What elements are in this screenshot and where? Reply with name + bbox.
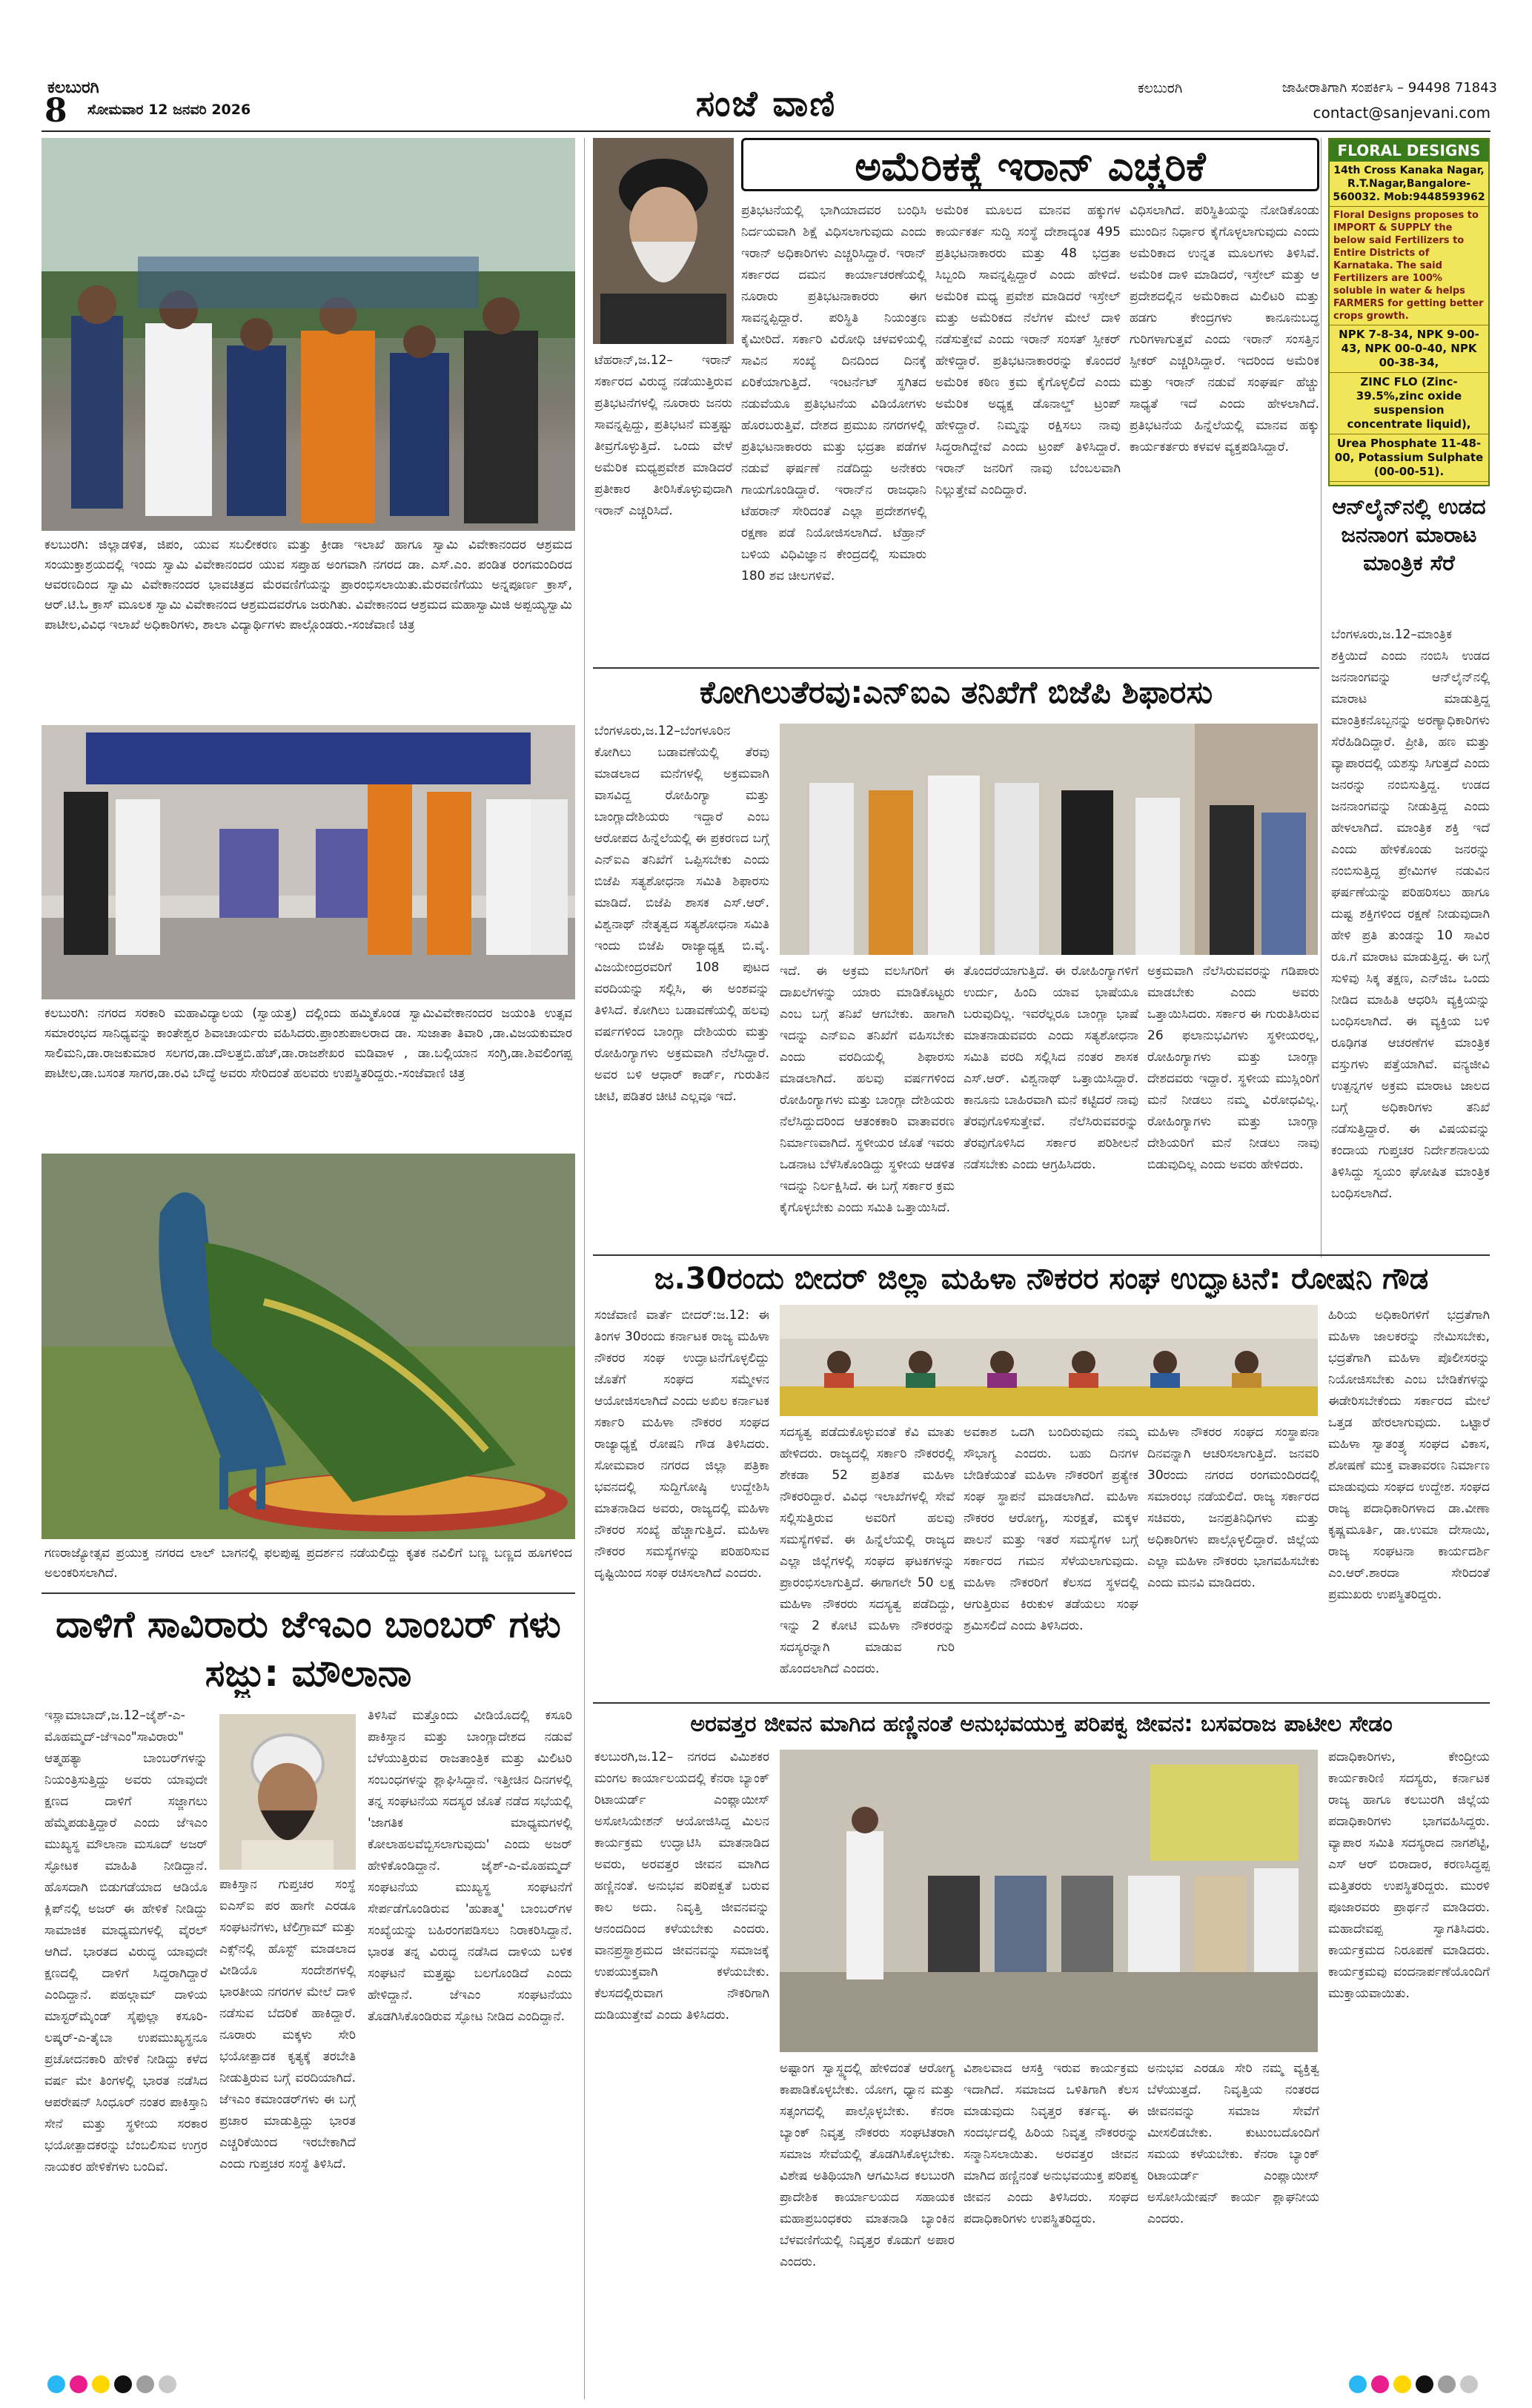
online-body: ಬೆಂಗಳೂರು,ಜ.12–ಮಾಂತ್ರಿಕ ಶಕ್ತಿಯಿದೆ ಎಂದು ನಂಬಿಸಿ ಉಡದ ಜನನಾಂಗವನ್ನು ಆನ್‌ಲೈನ್‌ನಲ್ಲಿ ಮಾರಾಟ ಮಾಡುತ್ತಿದ್ದ ಮಾಂತ್ರಿಕನೊಬ್ಬನನ್ನು ಅರಣ್ಯಾಧಿಕಾರಿಗಳು ಸೆರೆಹಿಡಿದಿದ್ದಾರೆ. ಪ್ರೀತಿ, ಹಣ ಮತ್ತು ವ್ಯಾಪಾರದಲ್ಲಿ ಯಶಸ್ಸು ಸಿಗುತ್ತದೆ ಎಂದು ಜನರನ್ನು ನಂಬಿಸುತ್ತಿದ್ದ. ಉಡದ ಜನನಾಂಗವನ್ನು ನೀಡುತ್ತಿದ್ದ ಎಂದು ಹೇಳಲಾಗಿದೆ. ಮಾಂತ್ರಿಕ ಶಕ್ತಿ ಇದೆ ಎಂದು ಹೇಳಿಕೊಂಡು ಜನರನ್ನು ನಂಬಿಸುತ್ತಿದ್ದ ಪ್ರೇಮಿಗಳ ನಡುವಿನ ಘರ್ಷಣೆಯನ್ನು ಪರಿಹರಿಸಲು ಹಾಗೂ ದುಷ್ಟ ಶಕ್ತಿಗಳಿಂದ ರಕ್ಷಣೆ ನೀಡುವುದಾಗಿ ಹೇಳಿ ಪ್ರತಿ ತುಂಡನ್ನು 10 ಸಾವಿರ ರೂ.ಗೆ ಮಾರಾಟ ಮಾಡುತ್ತಿದ್ದ. ಈ ಬಗ್ಗೆ ಸುಳಿವು ಸಿಕ್ಕ ತಕ್ಷಣ, ಎನ್‌ಜಿಒ ಒಂದು ನೀಡಿದ ಮಾಹಿತಿ ಆಧರಿಸಿ ವ್ಯಕ್ತಿಯನ್ನು ಬಂಧಿಸಲಾಗಿದೆ. ಈ ವ್ಯಕ್ತಿಯ ಬಳಿ ರೂಢಿಗತ ಆಚರಣೆಗಳ ಮಾಂತ್ರಿಕ ವಸ್ತುಗಳು ಪತ್ತೆಯಾಗಿವೆ. ವನ್ಯಜೀವಿ ಉತ್ಪನ್ನಗಳ ಅಕ್ರಮ ಮಾರಾಟ ಜಾಲದ ಬಗ್ಗೆ ಅಧಿಕಾರಿಗಳು ತನಿಖೆ ನಡೆಸುತ್ತಿದ್ದಾರೆ. ಈ ವಿಷಯವನ್ನು ಕಂದಾಯ ಗುಪ್ತಚರ ನಿರ್ದೇಶನಾಲಯ ತಿಳಿಸಿದ್ದು ಸ್ವಯಂ ಘೋಷಿತ ಮಾಂತ್ರಿಕ ಬಂಧಿಸಲಾಗಿದೆ. xyxy=(1331,627,1490,1201)
basavaraj-col4: ಅನುಭವ ಎರಡೂ ಸೇರಿ ನಮ್ಮ ವ್ಯಕ್ತಿತ್ವ ಬೆಳೆಯುತ್ತದೆ. ನಿವೃತ್ತಿಯ ನಂತರದ ಜೀವನವನ್ನು ಸಮಾಜ ಸೇವೆಗೆ ಮೀಸಲಿಡಬೇಕು. ಕುಟುಂಬದೊಂದಿಗೆ ಸಮಯ ಕಳೆಯಬೇಕು. ಕೆನರಾ ಬ್ಯಾಂಕ್ ರಿಟಾಯರ್ಡ್ ಎಂಪ್ಲಾಯೀಸ್ ಅಸೋಸಿಯೇಷನ್ ಕಾರ್ಯ ಶ್ಲಾಘನೀಯ ಎಂದರು. xyxy=(1147,2061,1319,2226)
basavaraj-headline: ಅರವತ್ತರ ಜೀವನ ಮಾಗಿದ ಹಣ್ಣಿನಂತೆ ಅನುಭವಯುಕ್ತ ಪರಿಪಕ್ವ ಜೀವನ: ಬಸವರಾಜ ಪಾಟೀಲ ಸೇಡಂ xyxy=(690,1711,1393,1737)
header-city-right: ಕಲಬುರಗಿ xyxy=(1138,80,1183,96)
photo-bjp-report xyxy=(780,724,1318,955)
header-city-left: ಕಲಬುರಗಿ xyxy=(47,79,99,97)
registration-dot xyxy=(1416,2375,1433,2393)
jem-col1: ಇಸ್ಲಾಮಾಬಾದ್,ಜ.12–ಜೈಶ್-ಎ-ಮೊಹಮ್ಮದ್-ಜೆಇಎಂ"ಸಾವಿರಾರು" ಆತ್ಮಹತ್ಯಾ ಬಾಂಬರ್‌ಗಳನ್ನು ನಿಯಂತ್ರಿಸುತ್ತಿದ್ದು ಅವರು ಯಾವುದೇ ಕ್ಷಣದ ದಾಳಿಗೆ ಸಜ್ಜಾಗಲು ಹೆಮ್ಮೆಪಡುತ್ತಿದ್ದಾರೆ ಎಂದು ಜೆಇಎಂ ಮುಖ್ಯಸ್ಥ ಮೌಲಾನಾ ಮಸೂದ್ ಅಜರ್ ಸ್ಫೋಟಕ ಮಾಹಿತಿ ನೀಡಿದ್ದಾನೆ. ಹೊಸದಾಗಿ ಬಿಡುಗಡೆಯಾದ ಆಡಿಯೊ ಕ್ಲಿಪ್‌ನಲ್ಲಿ ಅಜರ್ ಈ ಹೇಳಿಕೆ ನೀಡಿದ್ದು ಸಾಮಾಜಿಕ ಮಾಧ್ಯಮಗಳಲ್ಲಿ ವೈರಲ್ ಆಗಿದೆ. ಭಾರತದ ವಿರುದ್ಧ ಯಾವುದೇ ಕ್ಷಣದಲ್ಲಿ ದಾಳಿಗೆ ಸಿದ್ಧರಾಗಿದ್ದಾರೆ ಎಂದಿದ್ದಾನೆ. ಪಹಲ್ಗಾಮ್ ದಾಳಿಯ ಮಾಸ್ಟರ್‌ಮೈಂಡ್ ಸೈಫುಲ್ಲಾ ಕಸೂರಿ-ಲಷ್ಕರ್-ಎ-ತೈಬಾ ಉಪಮುಖ್ಯಸ್ಥನೂ ಪ್ರಚೋದನಕಾರಿ ಹೇಳಿಕೆ ನೀಡಿದ್ದು ಕಳೆದ ವರ್ಷ ಮೇ ತಿಂಗಳಲ್ಲಿ ಭಾರತ ನಡೆಸಿದ ಆಪರೇಷನ್ ಸಿಂಧೂರ್ ನಂತರ ಪಾಕಿಸ್ತಾನಿ ಸೇನೆ ಮತ್ತು ಸ್ಥಳೀಯ ಸರಕಾರ ಭಯೋತ್ಪಾದಕರನ್ನು ಬೆಂಬಲಿಸುವ ಉಗ್ರರ ನಾಯಕರ ಹೇಳಿಕೆಗಳು ಬಂದಿವೆ. xyxy=(44,1708,208,2174)
basavaraj-col5: ಪದಾಧಿಕಾರಿಗಳು, ಕೇಂದ್ರೀಯ ಕಾರ್ಯಕಾರಿಣಿ ಸದಸ್ಯರು, ಕರ್ನಾಟಕ ರಾಜ್ಯ ಹಾಗೂ ಕಲಬುರಗಿ ಜಿಲ್ಲೆಯ ಪದಾಧಿಕಾರಿಗಳು ಭಾಗವಹಿಸಿದ್ದರು. ವ್ಯಾಪಾರ ಸಮಿತಿ ಸದಸ್ಯರಾದ ನಾಗಶೆಟ್ಟಿ, ಎಸ್ ಆರ್ ಬಿರಾದಾರ, ಕರಣಸಿದ್ಧಪ್ಪ ಮತ್ತಿತರರು ಉಪಸ್ಥಿತರಿದ್ದರು. ಮುರಳಿ ಪೂಜಾರವರು ಪ್ರಾರ್ಥನೆ ಮಾಡಿದರು. ಮಹಾದೇವಪ್ಪ ಸ್ವಾಗತಿಸಿದರು. ಕಾರ್ಯಕ್ರಮದ ನಿರೂಪಣೆ ಮಾಡಿದರು. ಕಾರ್ಯಕ್ರಮವು ವಂದನಾರ್ಪಣೆಯೊಂದಿಗೆ ಮುಕ್ತಾಯವಾಯಿತು. xyxy=(1328,1750,1490,2001)
registration-dot xyxy=(92,2375,110,2393)
registration-dot xyxy=(1438,2375,1456,2393)
jem-col3: ತಿಳಿಸಿವೆ ಮತ್ತೊಂದು ವೀಡಿಯೊದಲ್ಲಿ ಕಸೂರಿ ಪಾಕಿಸ್ತಾನ ಮತ್ತು ಬಾಂಗ್ಲಾದೇಶದ ನಡುವೆ ಬೆಳೆಯುತ್ತಿರುವ ರಾಜತಾಂತ್ರಿಕ ಮತ್ತು ಮಿಲಿಟರಿ ಸಂಬಂಧಗಳನ್ನು ಶ್ಲಾಘಿಸಿದ್ದಾನೆ. ಇತ್ತೀಚಿನ ದಿನಗಳಲ್ಲಿ ತನ್ನ ಸಂಘಟನೆಯ ಸದಸ್ಯರ ಜೊತೆ ನಡೆದ ಸಭೆಯಲ್ಲಿ 'ಜಾಗತಿಕ ಮಾಧ್ಯಮಗಳಲ್ಲಿ ಕೋಲಾಹಲವೆಬ್ಬಿಸಲಾಗುವುದು' ಎಂದು ಅಜರ್ ಹೇಳಿಕೊಂಡಿದ್ದಾನೆ. ಜೈಶ್-ಎ-ಮೊಹಮ್ಮದ್ ಸಂಘಟನೆಯ ಮುಖ್ಯಸ್ಥ ಸಂಘಟನೆಗೆ ಸೇರ್ಪಡೆಗೊಂಡಿರುವ 'ಹುತಾತ್ಮ' ಬಾಂಬರ್‌ಗಳ ಸಂಖ್ಯೆಯನ್ನು ಬಹಿರಂಗಪಡಿಸಲು ನಿರಾಕರಿಸಿದ್ದಾನೆ. ಭಾರತ ತನ್ನ ವಿರುದ್ಧ ನಡೆಸಿದ ದಾಳಿಯ ಬಳಿಕ ಸಂಘಟನೆ ಮತ್ತಷ್ಟು ಬಲಗೊಂಡಿದೆ ಎಂದು ಹೇಳಿದ್ದಾನೆ. ಜೆಇಎಂ ಸಂಘಟನೆಯು ತೊಡಗಿಸಿಕೊಂಡಿರುವ ಸ್ಫೋಟ ನೀಡಿದ ಎಂದಿದ್ದಾನೆ. xyxy=(368,1708,572,2024)
procession-illustration xyxy=(42,138,575,531)
ad-item: Urea Phosphate 11-48-00, Potassium Sulphate (00-00-51). xyxy=(1330,434,1488,482)
bidar-top-rule xyxy=(593,1254,1490,1256)
ad-title: FLORAL DESIGNS xyxy=(1330,139,1488,162)
bjp-report-illustration xyxy=(780,724,1318,955)
registration-dot xyxy=(136,2375,154,2393)
photo-procession-caption: ಕಲಬುರಗಿ: ಜಿಲ್ಲಾಡಳಿತ, ಜಿಪಂ, ಯುವ ಸಬಲೀಕರಣ ಮತ್ತು ಕ್ರೀಡಾ ಇಲಾಖೆ ಹಾಗೂ ಸ್ವಾಮಿ ವಿವೇಕಾನಂದರ ಆಶ್ರಮದ ಸಂಯುಕ್ತಾಶ್ರಯದಲ್ಲಿ ಇಂದು ಸ್ವಾಮಿ ವಿವೇಕಾನಂದರ ಯುವ ಸಪ್ತಾಹ ಅಂಗವಾಗಿ ನಗರದ ಡಾ. ಎಸ್.ಎಂ. ಪಂಡಿತ ರಂಗಮಂದಿರದ ಆವರಣದಿಂದ ಸ್ವಾಮಿ ವಿವೇಕಾನಂದರ ಭಾವಚಿತ್ರದ ಮೆರವಣಿಗೆಯನ್ನು ಪ್ರಾರಂಭಿಸಲಾಯಿತು.ಮೆರವಣಿಗೆಯು ಅನ್ನಪೂರ್ಣ ಕ್ರಾಸ್, ಆರ್.ಟಿ.ಓ ಕ್ರಾಸ್ ಮೂಲಕ ಸ್ವಾಮಿ ವಿವೇಕಾನಂದ ಆಶ್ರಮದವರೆಗೂ ಜರುಗಿತು. ವಿವೇಕಾನಂದ ಆಶ್ರಮದ ಮಹಾಸ್ವಾಮಿಜಿ ಅಪ್ಪಯ್ಯಸ್ವಾಮಿ ಪಾಟೀಲ,ವಿವಿಧ ಇಲಾಖೆ ಅಧಿಕಾರಿಗಳು, ಶಾಲಾ ವಿದ್ಯಾರ್ಥಿಗಳು ಪಾಲ್ಗೊಂಡರು.-ಸಂಜೆವಾಣಿ ಚಿತ್ರ xyxy=(44,538,572,632)
bidar-col4: ಮಹಿಳಾ ನೌಕರರ ಸಂಘದ ಸಂಸ್ಥಾಪನಾ ದಿನವನ್ನಾಗಿ ಆಚರಿಸಲಾಗುತ್ತಿದೆ. ಜನವರಿ 30ರಂದು ನಗರದ ರಂಗಮಂದಿರದಲ್ಲಿ ಸಮಾರಂಭ ನಡೆಯಲಿದೆ. ರಾಜ್ಯ ಸರ್ಕಾರದ ಸಚಿವರು, ಜನಪ್ರತಿನಿಧಿಗಳು ಮತ್ತು ಅಧಿಕಾರಿಗಳು ಪಾಲ್ಗೊಳ್ಳಲಿದ್ದಾರೆ. ಜಿಲ್ಲೆಯ ಎಲ್ಲಾ ಮಹಿಳಾ ನೌಕರರು ಭಾಗವಹಿಸಬೇಕು ಎಂದು ಮನವಿ ಮಾಡಿದರು. xyxy=(1147,1425,1319,1590)
bidar-col1: ಸಂಜೆವಾಣಿ ವಾರ್ತೆ ಬೀದರ್:ಜ.12: ಈ ತಿಂಗಳ 30ರಂದು ಕರ್ನಾಟಕ ರಾಜ್ಯ ಮಹಿಳಾ ನೌಕರರ ಸಂಘ ಉದ್ಘಾಟನೆಗೊಳ್ಳಲಿದ್ದು ಜೊತೆಗೆ ಸಂಘದ ಸಮ್ಮೇಳನ ಆಯೋಜಿಸಲಾಗಿದೆ ಎಂದು ಅಖಿಲ ಕರ್ನಾಟಕ ಸರ್ಕಾರಿ ಮಹಿಳಾ ನೌಕರರ ಸಂಘದ ರಾಜ್ಯಾಧ್ಯಕ್ಷೆ ರೋಷನಿ ಗೌಡ ತಿಳಿಸಿದರು. ಸೋಮವಾರ ನಗರದ ಜಿಲ್ಲಾ ಪತ್ರಿಕಾ ಭವನದಲ್ಲಿ ಸುದ್ದಿಗೋಷ್ಠಿ ಉದ್ದೇಶಿಸಿ ಮಾತನಾಡಿದ ಅವರು, ರಾಜ್ಯದಲ್ಲಿ ಮಹಿಳಾ ನೌಕರರ ಸಂಖ್ಯೆ ಹೆಚ್ಚಾಗುತ್ತಿದೆ. ಮಹಿಳಾ ನೌಕರರ ಸಮಸ್ಯೆಗಳನ್ನು ಪರಿಹರಿಸುವ ದೃಷ್ಟಿಯಿಂದ ಸಂಘ ರಚಿಸಲಾಗಿದೆ ಎಂದರು. xyxy=(594,1308,769,1581)
photo-masood-azhar xyxy=(219,1714,356,1870)
registration-dot xyxy=(159,2375,176,2393)
header-rule xyxy=(42,130,1490,132)
photo-khamenei xyxy=(593,138,734,344)
registration-dot xyxy=(70,2375,87,2393)
registration-dot xyxy=(1393,2375,1411,2393)
ad-contact: ಜಾಹೀರಾತಿಗಾಗಿ ಸಂಪರ್ಕಿಸಿ – 94498 71843 xyxy=(1281,80,1497,96)
ad-item: ZINC FLO (Zinc-39.5%,zinc oxide suspension concentrate liquid), xyxy=(1330,373,1488,434)
iran-col3: ವಿಧಿಸಲಾಗಿದೆ. ಪರಿಸ್ಥಿತಿಯನ್ನು ನೋಡಿಕೊಂಡು ಮುಂದಿನ ನಿರ್ಧಾರ ಕೈಗೊಳ್ಳಲಾಗುವುದು ಎಂದು ಅಮೆರಿಕಾದ ಉನ್ನತ ಮೂಲಗಳು ತಿಳಿಸಿವೆ. ಅಮೆರಿಕ ದಾಳಿ ಮಾಡಿದರೆ, ಇಸ್ರೇಲ್ ಮತ್ತು ಆ ಪ್ರದೇಶದಲ್ಲಿನ ಅಮೆರಿಕಾದ ಮಿಲಿಟರಿ ಮತ್ತು ಹಡಗು ಕೇಂದ್ರಗಳು ಕಾನೂನುಬದ್ಧ ಗುರಿಗಳಾಗುತ್ತವೆ ಎಂದು ಇರಾನ್ ಸಂಸತ್ತಿನ ಸ್ಪೀಕರ್ ಎಚ್ಚರಿಸಿದ್ದಾರೆ. ಇದರಿಂದ ಅಮೆರಿಕ ಮತ್ತು ಇರಾನ್ ನಡುವೆ ಸಂಘರ್ಷ ಹೆಚ್ಚು ಸಾಧ್ಯತೆ ಇದೆ ಎಂದು ಹೇಳಲಾಗಿದೆ. ಪ್ರತಿಭಟನೆಯ ಹಿನ್ನೆಲೆಯಲ್ಲಿ ಮಾನವ ಹಕ್ಕು ಕಾರ್ಯಕರ್ತರು ಕಳವಳ ವ್ಯಕ್ತಪಡಿಸಿದ್ದಾರೆ. xyxy=(1130,203,1319,454)
registration-dot xyxy=(1460,2375,1478,2393)
photo-procession xyxy=(42,138,575,531)
registration-dot xyxy=(1349,2375,1367,2393)
floral-designs-ad[interactable] xyxy=(1328,138,1490,486)
header-date: ಸೋಮವಾರ 12 ಜನವರಿ 2026 xyxy=(87,102,251,118)
photo-peacock-caption: ಗಣರಾಜ್ಯೋತ್ಸವ ಪ್ರಯುಕ್ತ ನಗರದ ಲಾಲ್ ಬಾಗನಲ್ಲಿ ಫಲಪುಷ್ಪ ಪ್ರದರ್ಶನ ನಡೆಯಲಿದ್ದು ಕೃತಕ ನವಿಲಿಗೆ ಬಣ್ಣ ಬಣ್ಣದ ಹೂಗಳಿಂದ ಅಲಂಕರಿಸಲಾಗಿದೆ. xyxy=(44,1546,572,1581)
jem-top-rule xyxy=(42,1592,575,1594)
iran-col1: ಪ್ರತಿಭಟನೆಯಲ್ಲಿ ಭಾಗಿಯಾದವರ ಬಂಧಿಸಿ ನಿರ್ದಯವಾಗಿ ಶಿಕ್ಷೆ ವಿಧಿಸಲಾಗುವುದು ಎಂದು ಇರಾನ್ ಅಧಿಕಾರಿಗಳು ಎಚ್ಚರಿಸಿದ್ದಾರೆ. ಇರಾನ್ ಸರ್ಕಾರದ ದಮನ ಕಾರ್ಯಾಚರಣೆಯಲ್ಲಿ ನೂರಾರು ಪ್ರತಿಭಟನಾಕಾರರು ಈಗ ಸಾವನ್ನಪ್ಪಿದ್ದಾರೆ. ಪರಿಸ್ಥಿತಿ ನಿಯಂತ್ರಣ ಕೈಮೀರಿದೆ. ಸರ್ಕಾರಿ ವಿರೋಧಿ ಚಳವಳಿಯಲ್ಲಿ ಸಾವಿನ ಸಂಖ್ಯೆ ದಿನದಿಂದ ದಿನಕ್ಕೆ ಏರಿಕೆಯಾಗುತ್ತಿದೆ. ಇಂಟರ್ನೆಟ್ ಸ್ಥಗಿತದ ನಡುವೆಯೂ ಪ್ರತಿಭಟನೆಯ ವಿಡಿಯೋಗಳು ಹೊರಬರುತ್ತಿವೆ. ದೇಶದ ಪ್ರಮುಖ ನಗರಗಳಲ್ಲಿ ಪ್ರತಿಭಟನಾಕಾರರು ಮತ್ತು ಭದ್ರತಾ ಪಡೆಗಳ ನಡುವೆ ಘರ್ಷಣೆ ನಡೆದಿದ್ದು ಅನೇಕರು ಗಾಯಗೊಂಡಿದ್ದಾರೆ. ಇರಾನ್‌ನ ರಾಜಧಾನಿ ಟೆಹರಾನ್ ಸೇರಿದಂತೆ ಎಲ್ಲಾ ಪ್ರದೇಶಗಳಲ್ಲಿ ರಕ್ಷಣಾ ಪಡೆ ನಿಯೋಜಿಸಲಾಗಿದೆ. ಟೆಹ್ರಾನ್ ಬಳಿಯ ವಿಧಿವಿಜ್ಞಾನ ಕೇಂದ್ರದಲ್ಲಿ ಸುಮಾರು 180 ಶವ ಚೀಲಗಳಿವೆ. xyxy=(741,203,926,583)
canara-meet-illustration xyxy=(780,1750,1318,2052)
college-event-illustration xyxy=(42,725,575,999)
bidar-headline: ಜ.30ರಂದು ಬೀದರ್ ಜಿಲ್ಲಾ ಮಹಿಳಾ ನೌಕರರ ಸಂಘ ಉದ್ಘಾಟನೆ: ರೋಷನಿ ಗೌಡ xyxy=(654,1262,1429,1296)
bidar-col2: ಸದಸ್ಯತ್ವ ಪಡೆದುಕೊಳ್ಳುವಂತೆ ಕೆವಿ ಮಾತು ಹೇಳಿದರು. ರಾಜ್ಯದಲ್ಲಿ ಸರ್ಕಾರಿ ನೌಕರರಲ್ಲಿ ಶೇಕಡಾ 52 ಪ್ರತಿಶತ ಮಹಿಳಾ ನೌಕರರಿದ್ದಾರೆ. ವಿವಿಧ ಇಲಾಖೆಗಳಲ್ಲಿ ಸೇವೆ ಸಲ್ಲಿಸುತ್ತಿರುವ ಅವರಿಗೆ ಹಲವು ಸಮಸ್ಯೆಗಳಿವೆ. ಈ ಹಿನ್ನೆಲೆಯಲ್ಲಿ ರಾಜ್ಯದ ಎಲ್ಲಾ ಜಿಲ್ಲೆಗಳಲ್ಲಿ ಸಂಘದ ಘಟಕಗಳನ್ನು ಪ್ರಾರಂಭಿಸಲಾಗುತ್ತಿದೆ. ಈಗಾಗಲೇ 50 ಲಕ್ಷ ಮಹಿಳಾ ನೌಕರರು ಸದಸ್ಯತ್ವ ಪಡೆದಿದ್ದು, ಇನ್ನು 2 ಕೋಟಿ ಮಹಿಳಾ ನೌಕರರನ್ನು ಸದಸ್ಯರನ್ನಾಗಿ ಮಾಡುವ ಗುರಿ ಹೊಂದಲಾಗಿದೆ ಎಂದರು. xyxy=(780,1425,955,1676)
kogilu-top-rule xyxy=(593,667,1319,669)
khamenei-illustration xyxy=(593,138,734,344)
ad-item xyxy=(1330,482,1488,486)
online-headline: ಆನ್‌ಲೈನ್‌ನಲ್ಲಿ ಉಡದ ಜನನಾಂಗ ಮಾರಾಟ ಮಾಂತ್ರಿಕ ಸೆರೆ xyxy=(1332,494,1486,575)
col-divider xyxy=(584,138,585,2399)
ad-address: 14th Cross Kanaka Nagar, R.T.Nagar,Bangalore-560032. Mob:9448593962 xyxy=(1330,162,1488,207)
basavaraj-col1: ಕಲಬುರಗಿ,ಜ.12– ನಗರದ ವಿಮಿಶಕರ ಮಂಗಲ ಕಾರ್ಯಾಲಯದಲ್ಲಿ ಕೆನರಾ ಬ್ಯಾಂಕ್ ರಿಟಾಯರ್ಡ್ ಎಂಪ್ಲಾಯೀಸ್ ಅಸೋಸಿಯೇಶನ್ ಆಯೋಜಿಸಿದ್ದ ಮಿಲನ ಕಾರ್ಯಕ್ರಮ ಉದ್ಘಾಟಿಸಿ ಮಾತನಾಡಿದ ಅವರು, ಅರವತ್ತರ ಜೀವನ ಮಾಗಿದ ಹಣ್ಣಿನಂತೆ. ಅನುಭವ ಪರಿಪಕ್ವತೆ ಬರುವ ಕಾಲ ಅದು. ನಿವೃತ್ತಿ ಜೀವನವನ್ನು ಆನಂದದಿಂದ ಕಳೆಯಬೇಕು ಎಂದರು. ವಾನಪ್ರಸ್ಥಾಶ್ರಮದ ಜೀವನವನ್ನು ಸಮಾಜಕ್ಕೆ ಉಪಯುಕ್ತವಾಗಿ ಕಳೆಯಬೇಕು. ಕೆಲಸದಲ್ಲಿರುವಾಗ ನೌಕರಿಗಾಗಿ ದುಡಿಯುತ್ತೇವೆ ಎಂದು ತಿಳಿಸಿದರು. xyxy=(594,1750,769,2022)
jem-headline: ದಾಳಿಗೆ ಸಾವಿರಾರು ಜೆಇಎಂ ಬಾಂಬರ್ ಗಳು ಸಜ್ಜು: ಮೌಲಾನಾ xyxy=(56,1603,561,1695)
registration-dot xyxy=(1371,2375,1389,2393)
basavaraj-top-rule xyxy=(593,1702,1490,1704)
col-divider xyxy=(1321,138,1322,1257)
bidar-col3: ಅವಕಾಶ ಒದಗಿ ಬಂದಿರುವುದು ನಮ್ಮ ಸೌಭಾಗ್ಯ ಎಂದರು. ಬಹು ದಿನಗಳ ಬೇಡಿಕೆಯಂತೆ ಮಹಿಳಾ ನೌಕರರಿಗೆ ಪ್ರತ್ಯೇಕ ಸಂಘ ಸ್ಥಾಪನೆ ಮಾಡಲಾಗಿದೆ. ಮಹಿಳಾ ನೌಕರರ ಆರೋಗ್ಯ, ಸುರಕ್ಷತೆ, ಮಕ್ಕಳ ಪಾಲನೆ ಮತ್ತು ಇತರೆ ಸಮಸ್ಯೆಗಳ ಬಗ್ಗೆ ಸರ್ಕಾರದ ಗಮನ ಸೆಳೆಯಲಾಗುವುದು. ಮಹಿಳಾ ನೌಕರರಿಗೆ ಕೆಲಸದ ಸ್ಥಳದಲ್ಲಿ ಆಗುತ್ತಿರುವ ಕಿರುಕುಳ ತಡೆಯಲು ಸಂಘ ಶ್ರಮಿಸಲಿದೆ ಎಂದು ತಿಳಿಸಿದರು. xyxy=(964,1425,1138,1633)
ad-description: Floral Designs proposes to IMPORT & SUPPLY the below said Fertilizers to Entire Districts of Karnataka. The said Fertilizers are 100% soluble in water & helps FARMERS for getting better crops growth. xyxy=(1330,207,1488,325)
photo-college-event xyxy=(42,725,575,999)
ad-item: NPK 7-8-34, NPK 9-00-43, NPK 00-0-40, NPK 00-38-34, xyxy=(1330,325,1488,373)
contact-email[interactable]: contact@sanjevani.com xyxy=(1313,104,1490,122)
photo-canara-meet xyxy=(780,1750,1318,2052)
registration-dot xyxy=(114,2375,132,2393)
kogilu-col4: ಅಕ್ರಮವಾಗಿ ನೆಲೆಸಿರುವವರನ್ನು ಗಡಿಪಾರು ಮಾಡಬೇಕು ಎಂದು ಅವರು ಒತ್ತಾಯಿಸಿದರು. ಸರ್ಕಾರ ಈ ಗುರುತಿಸಿರುವ 26 ಫಲಾನುಭವಿಗಳು ಸ್ಥಳೀಯರಲ್ಲ, ರೋಹಿಂಗ್ಯಾಗಳು ಮತ್ತು ಬಾಂಗ್ಲಾ ದೇಶದವರು ಇದ್ದಾರೆ. ಸ್ಥಳೀಯ ಮುಸ್ಲಿಂರಿಗೆ ಮನೆ ನೀಡಲು ನಮ್ಮ ವಿರೋಧವಿಲ್ಲ. ರೋಹಿಂಗ್ಯಾಗಳು ಮತ್ತು ಬಾಂಗ್ಲಾ ದೇಶಿಯರಿಗೆ ಮನೆ ನೀಡಲು ನಾವು ಬಿಡುವುದಿಲ್ಲ ಎಂದು ಅವರು ಹೇಳಿದರು. xyxy=(1147,964,1319,1172)
jem-col2: ಪಾಕಿಸ್ತಾನ ಗುಪ್ತಚರ ಸಂಸ್ಥೆ ಐಎಸ್‌ಐ ಪರ ಹಾಗೇ ಎರಡೂ ಸಂಘಟನೆಗಳು, ಟೆಲಿಗ್ರಾಮ್ ಮತ್ತು ಎಕ್ಸ್‌ನಲ್ಲಿ ಹೊಸ್ಟ್ ಮಾಡಲಾದ ವೀಡಿಯೊ ಸಂದೇಶಗಳಲ್ಲಿ ಭಾರತೀಯ ನಗರಗಳ ಮೇಲೆ ದಾಳಿ ನಡೆಸುವ ಬೆದರಿಕೆ ಹಾಕಿದ್ದಾರೆ. ನೂರಾರು ಮಕ್ಕಳು ಸೇರಿ ಭಯೋತ್ಪಾದಕ ಕೃತ್ಯಕ್ಕೆ ತರಬೇತಿ ನೀಡುತ್ತಿರುವ ಬಗ್ಗೆ ವರದಿಯಾಗಿದೆ. ಜೆಇಎಂ ಕಮಾಂಡರ್‌ಗಳು ಈ ಬಗ್ಗೆ ಪ್ರಚಾರ ಮಾಡುತ್ತಿದ್ದು ಭಾರತ ಎಚ್ಚರಿಕೆಯಿಂದ ಇರಬೇಕಾಗಿದೆ ಎಂದು ಗುಪ್ತಚರ ಸಂಸ್ಥೆ ತಿಳಿಸಿದೆ. xyxy=(219,1877,356,2172)
registration-dot xyxy=(47,2375,65,2393)
peacock-illustration xyxy=(42,1154,575,1539)
basavaraj-col3: ವಿಶಾಲವಾದ ಆಸಕ್ತಿ ಇರುವ ಕಾರ್ಯಕ್ರಮ ಇದಾಗಿದೆ. ಸಮಾಜದ ಒಳಿತಿಗಾಗಿ ಕೆಲಸ ಮಾಡುವುದು ನಿವೃತ್ತರ ಕರ್ತವ್ಯ. ಈ ಸಂದರ್ಭದಲ್ಲಿ ಹಿರಿಯ ನಿವೃತ್ತ ನೌಕರರನ್ನು ಸನ್ಮಾನಿಸಲಾಯಿತು. ಅರವತ್ತರ ಜೀವನ ಮಾಗಿದ ಹಣ್ಣಿನಂತೆ ಅನುಭವಯುಕ್ತ ಪರಿಪಕ್ವ ಜೀವನ ಎಂದು ತಿಳಿಸಿದರು. ಸಂಘದ ಪದಾಧಿಕಾರಿಗಳು ಉಪಸ್ಥಿತರಿದ್ದರು. xyxy=(964,2061,1138,2226)
kogilu-col1: ಬೆಂಗಳೂರು,ಜ.12–ಬೆಂಗಳೂರಿನ ಕೋಗಿಲು ಬಡಾವಣೆಯಲ್ಲಿ ತೆರವು ಮಾಡಲಾದ ಮನೆಗಳಲ್ಲಿ ಅಕ್ರಮವಾಗಿ ವಾಸವಿದ್ದ ರೋಹಿಂಗ್ಯಾ ಮತ್ತು ಬಾಂಗ್ಲಾದೇಶಿಯರು ಇದ್ದಾರೆ ಎಂಬ ಆರೋಪದ ಹಿನ್ನೆಲೆಯಲ್ಲಿ ಈ ಪ್ರಕರಣದ ಬಗ್ಗೆ ಎನ್‌ಐಎ ತನಿಖೆಗೆ ಒಪ್ಪಿಸಬೇಕು ಎಂದು ಬಿಜೆಪಿ ಸತ್ಯಶೋಧನಾ ಸಮಿತಿ ಶಿಫಾರಸು ಮಾಡಿದೆ. ಬಿಜೆಪಿ ಶಾಸಕ ಎಸ್.ಆರ್. ವಿಶ್ವನಾಥ್ ನೇತೃತ್ವದ ಸತ್ಯಶೋಧನಾ ಸಮಿತಿ ಇಂದು ಬಿಜೆಪಿ ರಾಜ್ಯಾಧ್ಯಕ್ಷ ಬಿ.ವೈ. ವಿಜಯೇಂದ್ರರವರಿಗೆ 108 ಪುಟದ ವರದಿಯನ್ನು ಸಲ್ಲಿಸಿ, ಈ ಅಂಶವನ್ನು ತಿಳಿಸಿದೆ. ಕೋಗಿಲು ಬಡಾವಣೆಯಲ್ಲಿ ಹಲವು ವರ್ಷಗಳಿಂದ ಬಾಂಗ್ಲಾ ದೇಶಿಯರು ಮತ್ತು ರೋಹಿಂಗ್ಯಾಗಳು ಅಕ್ರಮವಾಗಿ ನೆಲೆಸಿದ್ದಾರೆ. ಅವರ ಬಳಿ ಆಧಾರ್ ಕಾರ್ಡ್, ಗುರುತಿನ ಚೀಟಿ, ಪಡಿತರ ಚೀಟಿ ಎಲ್ಲವೂ ಇದೆ. xyxy=(594,724,769,1104)
page-number: 8 xyxy=(44,92,67,130)
bidar-col5: ಹಿರಿಯ ಅಧಿಕಾರಿಗಳಿಗೆ ಭದ್ರತೆಗಾಗಿ ಮಹಿಳಾ ಜಾಲಕರನ್ನು ನೇಮಿಸಬೇಕು, ಭದ್ರತೆಗಾಗಿ ಮಹಿಳಾ ಪೊಲೀಸರನ್ನು ನಿಯೋಜಿಸಬೇಕು ಎಂಬ ಬೇಡಿಕೆಗಳನ್ನು ಈಡೇರಿಸಬೇಕೆಂದು ಸರ್ಕಾರದ ಮೇಲೆ ಒತ್ತಡ ಹೇರಲಾಗುವುದು. ಒಟ್ಟಾರೆ ಮಹಿಳಾ ಸ್ವಾತಂತ್ರ್ಯ ಸಂಘದ ವಿಕಾಸ, ಶೋಷಣೆ ಮುಕ್ತ ವಾತಾವರಣ ನಿರ್ಮಾಣ ಮಾಡುವುದು ಸಂಘದ ಉದ್ದೇಶ. ಸಂಘದ ರಾಜ್ಯ ಪದಾಧಿಕಾರಿಗಳಾದ ಡಾ.ವೀಣಾ ಕೃಷ್ಣಮೂರ್ತಿ, ಡಾ.ಉಮಾ ದೇಸಾಯಿ, ರಾಜ್ಯ ಸಂಘಟನಾ ಕಾರ್ಯದರ್ಶಿ ಎಂ.ಆರ್.ಶಾರದಾ ಸೇರಿದಂತೆ ಪ್ರಮುಖರು ಉಪಸ್ಥಿತರಿದ್ದರು. xyxy=(1328,1308,1490,1602)
press-meet-illustration xyxy=(780,1305,1318,1416)
photo-bidar-press xyxy=(780,1305,1318,1416)
kogilu-col3: ತೊಂದರೆಯಾಗುತ್ತಿದೆ. ಈ ರೋಹಿಂಗ್ಯಾಗಳಿಗೆ ಉರ್ದು, ಹಿಂದಿ ಯಾವ ಭಾಷೆಯೂ ಬರುವುದಿಲ್ಲ. ಇವರೆಲ್ಲರೂ ಬಾಂಗ್ಲಾ ಭಾಷೆ ಮಾತನಾಡುವವರು ಎಂದು ಸತ್ಯಶೋಧನಾ ಸಮಿತಿ ವರದಿ ಸಲ್ಲಿಸಿದ ನಂತರ ಶಾಸಕ ಎಸ್.ಆರ್. ವಿಶ್ವನಾಥ್ ಒತ್ತಾಯಿಸಿದ್ದಾರೆ. ಕಾನೂನು ಬಾಹಿರವಾಗಿ ಮನೆ ಕಟ್ಟಿದರೆ ನಾವು ತೆರವುಗೊಳಿಸುತ್ತೇವೆ. ನೆಲೆಸಿರುವವರನ್ನು ತೆರವುಗೊಳಿಸಿದ ಸರ್ಕಾರ ಪರಿಶೀಲನೆ ನಡೆಸಬೇಕು ಎಂದು ಆಗ್ರಹಿಸಿದರು. xyxy=(964,964,1138,1172)
iran-headline: ಅಮೆರಿಕಕ್ಕೆ ಇರಾನ್ ಎಚ್ಚರಿಕೆ xyxy=(741,138,1319,191)
portrait-illustration xyxy=(219,1714,356,1870)
iran-col2: ಅಮೆರಿಕ ಮೂಲದ ಮಾನವ ಹಕ್ಕುಗಳ ಕಾರ್ಯಕರ್ತ ಸುದ್ದಿ ಸಂಸ್ಥೆ ದೇಶಾದ್ಯಂತ 495 ಪ್ರತಿಭಟನಾಕಾರರು ಮತ್ತು 48 ಭದ್ರತಾ ಸಿಬ್ಬಂದಿ ಸಾವನ್ನಪ್ಪಿದ್ದಾರೆ ಎಂದು ಹೇಳಿದೆ. ಅಮೆರಿಕ ಮಧ್ಯ ಪ್ರವೇಶ ಮಾಡಿದರೆ ಇಸ್ರೇಲ್ ಮತ್ತು ಅಮೆರಿಕದ ನೆಲೆಗಳ ಮೇಲೆ ದಾಳಿ ನಡೆಸುತ್ತೇವೆ ಎಂದು ಇರಾನ್ ಸಂಸತ್ ಸ್ಪೀಕರ್ ಹೇಳಿದ್ದಾರೆ. ಪ್ರತಿಭಟನಾಕಾರರನ್ನು ಕೊಂದರೆ ಅಮೆರಿಕ ಕಠಿಣ ಕ್ರಮ ಕೈಗೊಳ್ಳಲಿದೆ ಎಂದು ಅಮೆರಿಕ ಅಧ್ಯಕ್ಷ ಡೊನಾಲ್ಡ್ ಟ್ರಂಪ್ ಹೇಳಿದ್ದಾರೆ. ನಿಮ್ಮನ್ನು ರಕ್ಷಿಸಲು ನಾವು ಸಿದ್ಧರಾಗಿದ್ದೇವೆ ಎಂದು ಟ್ರಂಪ್ ತಿಳಿಸಿದ್ದಾರೆ. ಇರಾನ್ ಜನರಿಗೆ ನಾವು ಬೆಂಬಲವಾಗಿ ನಿಲ್ಲುತ್ತೇವೆ ಎಂದಿದ್ದಾರೆ. xyxy=(935,203,1121,497)
kogilu-col2: ಇದೆ. ಈ ಅಕ್ರಮ ವಲಸಿಗರಿಗೆ ಈ ದಾಖಲೆಗಳನ್ನು ಯಾರು ಮಾಡಿಕೊಟ್ಟರು ಎಂಬ ಬಗ್ಗೆ ತನಿಖೆ ಆಗಬೇಕು. ಹಾಗಾಗಿ ಇದನ್ನು ಎನ್‌ಐಎ ತನಿಖೆಗೆ ವಹಿಸಬೇಕು ಎಂದು ವರದಿಯಲ್ಲಿ ಶಿಫಾರಸು ಮಾಡಲಾಗಿದೆ. ಹಲವು ವರ್ಷಗಳಿಂದ ರೋಹಿಂಗ್ಯಾಗಳು ಮತ್ತು ಬಾಂಗ್ಲಾ ದೇಶಿಯರು ನೆಲೆಸಿದ್ದುದರಿಂದ ಆತಂಕಕಾರಿ ವಾತಾವರಣ ನಿರ್ಮಾಣವಾಗಿದೆ. ಸ್ಥಳೀಯರ ಜೊತೆ ಇವರು ಒಡನಾಟ ಬೆಳೆಸಿಕೊಂಡಿದ್ದು ಸ್ಥಳೀಯ ಆಡಳಿತ ಇದನ್ನು ನಿರ್ಲಕ್ಷಿಸಿದೆ. ಈ ಬಗ್ಗೆ ಸರ್ಕಾರ ಕ್ರಮ ಕೈಗೊಳ್ಳಬೇಕು ಎಂದು ಸಮಿತಿ ಒತ್ತಾಯಿಸಿದೆ. xyxy=(780,964,955,1215)
photo-college-caption: ಕಲಬುರಗಿ: ನಗರದ ಸರಕಾರಿ ಮಹಾವಿದ್ಯಾಲಯ (ಸ್ವಾಯತ್ತ) ದಲ್ಲಿಂದು ಹಮ್ಮಿಕೊಂಡ ಸ್ವಾಮಿವಿವೇಕಾನಂದರ ಜಯಂತಿ ಉತ್ಸವ ಸಮಾರಂಭದ ಸಾನಿಧ್ಯವನ್ನು ಕಾಂತೇಶ್ವರ ಶಿವಾಚಾರ್ಯರು ವಹಿಸಿದರು.ಪ್ರಾಂಶುಪಾಲರಾದ ಡಾ. ಸುಜಾತಾ ತಿವಾರಿ ,ಡಾ.ವಿಜಯಕುಮಾರ ಸಾಲಿಮನಿ,ಡಾ.ರಾಜಕುಮಾರ ಸಲಗರ,ಡಾ.ದೌಲತ್ತಬಿ.ಹೆಚ್,ಡಾ.ರಾಜಶೇಖರ ಮಡಿವಾಳ , ಡಾ.ಬಲ್ಲಿಯಾನ ಸಂಗ್ರಿ,ಡಾ.ಶಿವಲಿಂಗಪ್ಪ ಪಾಟೀಲ,ಡಾ.ಬಸಂತ ಸಾಗರ,ಡಾ.ರವಿ ಬೌದ್ಧೆ ಅವರು ಸೇರಿದಂತೆ ಹಲವರು ಉಪಸ್ಥಿತರಿದ್ದರು.-ಸಂಜೆವಾಣಿ ಚಿತ್ರ xyxy=(44,1006,572,1081)
masthead-title: ಸಂಜೆ ವಾಣಿ xyxy=(695,83,837,125)
photo-peacock xyxy=(42,1154,575,1539)
basavaraj-col2: ಅಷ್ಟಾಂಗ ಸ್ವಾಸ್ಥ್ಯದಲ್ಲಿ ಹೇಳಿದಂತೆ ಆರೋಗ್ಯ ಕಾಪಾಡಿಕೊಳ್ಳಬೇಕು. ಯೋಗ, ಧ್ಯಾನ ಮತ್ತು ಸತ್ಸಂಗದಲ್ಲಿ ಪಾಲ್ಗೊಳ್ಳಬೇಕು. ಕೆನರಾ ಬ್ಯಾಂಕ್ ನಿವೃತ್ತ ನೌಕರರು ಸಂಘಟಿತರಾಗಿ ಸಮಾಜ ಸೇವೆಯಲ್ಲಿ ತೊಡಗಿಸಿಕೊಳ್ಳಬೇಕು. ವಿಶೇಷ ಅತಿಥಿಯಾಗಿ ಆಗಮಿಸಿದ ಕಲಬುರಗಿ ಪ್ರಾದೇಶಿಕ ಕಾರ್ಯಾಲಯದ ಸಹಾಯಕ ಮಹಾಪ್ರಬಂಧಕರು ಮಾತನಾಡಿ ಬ್ಯಾಂಕಿನ ಬೆಳವಣಿಗೆಯಲ್ಲಿ ನಿವೃತ್ತರ ಕೊಡುಗೆ ಅಪಾರ ಎಂದರು. xyxy=(780,2061,955,2269)
kogilu-headline: ಕೋಗಿಲುತೆರವು:ಎನ್‌ಐಎ ತನಿಖೆಗೆ ಬಿಜೆಪಿ ಶಿಫಾರಸು xyxy=(699,674,1213,710)
iran-lead: ಟೆಹರಾನ್,ಜ.12– ಇರಾನ್ ಸರ್ಕಾರದ ವಿರುದ್ಧ ನಡೆಯುತ್ತಿರುವ ಪ್ರತಿಭಟನೆಗಳಲ್ಲಿ ನೂರಾರು ಜನರು ಸಾವನ್ನಪ್ಪಿದ್ದು, ಪ್ರತಿಭಟನೆ ಮತ್ತಷ್ಟು ತೀವ್ರಗೊಳ್ಳುತ್ತಿದೆ. ಒಂದು ವೇಳೆ ಅಮೆರಿಕ ಮಧ್ಯಪ್ರವೇಶ ಮಾಡಿದರೆ ಪ್ರತೀಕಾರ ತೀರಿಸಿಕೊಳ್ಳುವುದಾಗಿ ಇರಾನ್ ಎಚ್ಚರಿಸಿದೆ. xyxy=(594,353,732,518)
